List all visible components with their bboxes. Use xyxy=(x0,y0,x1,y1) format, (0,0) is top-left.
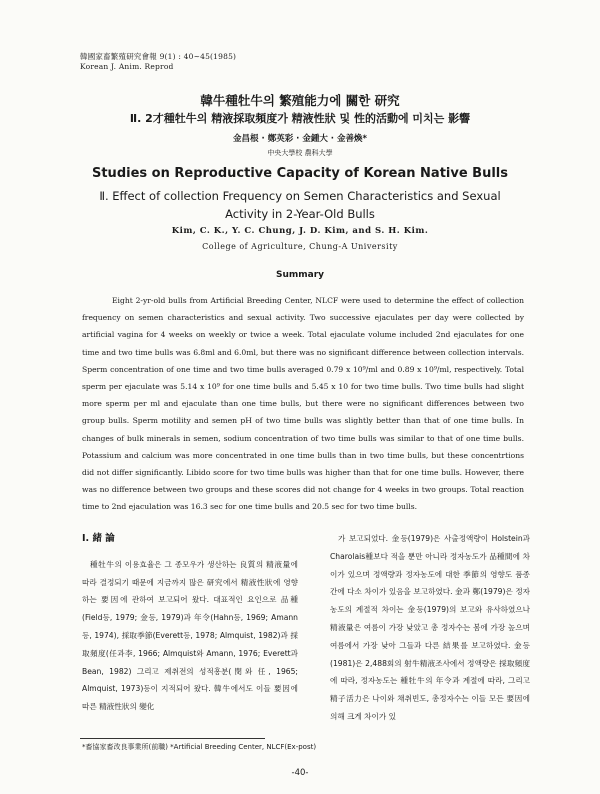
footnote: *畜協家畜改良事業所(前職) *Artificial Breeding Center, NLCF(Ex-post) xyxy=(82,743,317,751)
intro-right-text: 가 보고되었다. 金등(1979)은 사출정액량이 Holstein과 Charolais種보다 적을 뿐만 아니라 정자농도가 品種間에 차이가 있으며 정액량과 정자농도에 대한 季節의 영향도 품종간에 다소 차이가 있음을 보고하였다. 金과 鄭(1979)은 정자농도의 계절적 차이는 金등(1979)의 보고와 유사하였으나 精液量은 여름이 가장 낮았고 총 정자수는 봄에 가장 높으며 여름에서 가장 낮아 그들과 다른 結果를 보고하였다. 金등(1981)은 2,488회의 射牛精液조사에서 정액량은 採取頻度에 따라, 정자농도는 種牡牛의 年令과 계절에 따라, 그리고 精子活力은 나이와 채취빈도, 총정자수는 이들 모든 要因에 의해 크게 차이가 있 xyxy=(330,534,530,721)
journal-line-korean: 韓國家畜繁殖研究會報 9(1) : 40~45(1985) xyxy=(80,52,237,61)
korean-authors: 金昌根 · 鄭英彩 · 金鍾大 · 金善煥* xyxy=(233,134,367,144)
journal-line-english: Korean J. Anim. Reprod xyxy=(80,62,174,71)
korean-affiliation: 中央大學校 農科大學 xyxy=(267,149,333,157)
summary-section xyxy=(82,292,524,516)
korean-subtitle: Ⅱ. 2才種牡牛의 精液採取頻度가 精液性狀 및 性的活動에 미치는 影響 xyxy=(129,112,471,125)
footnote-rule xyxy=(80,738,265,739)
intro-heading: Ⅰ. 緒 論 xyxy=(82,533,115,544)
journal-citation xyxy=(80,52,236,72)
page-number: -40- xyxy=(291,768,309,778)
summary-text: Eight 2-yr-old bulls from Artificial Breeding Center, NLCF were used to determine the effect of collection frequency on semen characteristics and sexual activity. Two successive ejaculates per day were collected by artificial vagina for 4 weeks on weekly or twice a week. Total ejaculate volume included 2nd ejaculates for one time and two time bulls was 6.8ml and 6.0ml, but there was no significant difference between collection intervals. Sperm concentration of one time and two time bulls averaged 0.79 x 10⁹/ml and 0.89 x 10⁹/ml, respectively. Total sperm per ejaculate was 5.14 x 10⁹ for one time bulls and 5.45 x 10 for two time bulls. Two time bulls had slight more sperm per ml and ejaculate than one time bulls, but there were no significant differences between two group bulls. Sperm motility and semen pH of two time bulls was slightly better than that of one time bulls. In changes of bulk minerals in semen, sodium concentration of two time bulls was similar to that of one time bulls. Potassium and calcium was more concentrated in one time bulls than in two time bulls, but these concentrtions did not differ significantly. Libido score for two time bulls was higher than that for one time bulls. However, there was no difference between two groups and these scores did not change for 4 weeks in two groups. Total reaction time to 2nd ejaculation was 16.3 sec for one time bulls and 20.5 sec for two time bulls. xyxy=(82,296,524,512)
intro-left-column xyxy=(82,530,298,716)
english-affiliation: College of Agriculture, Chung-A University xyxy=(202,242,398,251)
intro-left-text: 種牡牛의 이용효율은 그 종모우가 생산하는 良質의 精液量에 따라 결정되기 때문에 지금까지 많은 研究에서 精液性狀에 영향하는 要因에 관하여 보고되어 왔다. 대표적인 요인으로 品種(Field등, 1979; 金등, 1979)과 年令(Hahn등, 1969; Amann등, 1974), 採取季節(Everett등, 1978; Almquist, 1982)과 採取頻度(任과李, 1966; Almquist와 Amann, 1976; Everett과 Bean, 1982) 그리고 제취전의 성적흥분(閔와 任, 1965; Almquist, 1973)등이 지적되어 왔다. 韓牛에서도 이들 要因에 따른 精液性狀의 變化 xyxy=(82,559,298,712)
english-subtitle-line1: Ⅱ. Effect of collection Frequency on Semen Characteristics and Sexual xyxy=(99,189,501,203)
english-title: Studies on Reproductive Capacity of Korean Native Bulls xyxy=(91,166,508,181)
summary-heading: Summary xyxy=(275,270,325,280)
english-subtitle-line2: Activity in 2-Year-Old Bulls xyxy=(225,207,375,221)
korean-title: 韓牛種牡牛의 繁殖能力에 關한 研究 xyxy=(200,93,400,108)
intro-right-column xyxy=(330,530,530,726)
english-authors: Kim, C. K., Y. C. Chung, J. D. Kim, and S. H. Kim. xyxy=(171,226,429,236)
